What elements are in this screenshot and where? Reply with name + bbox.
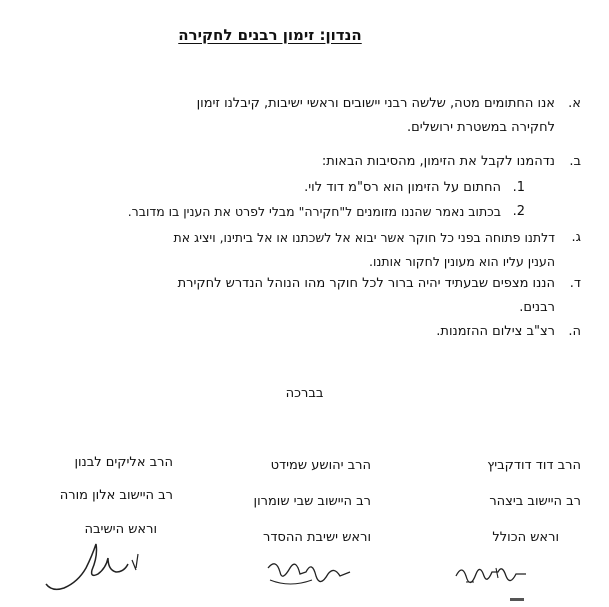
item-text [21, 150, 555, 174]
signatory-name: הרב יהושע שמידט [270, 458, 371, 473]
item-line: אנו החתומים מטה, שלשה רבני יישובים וראשי ישיבות, קיבלנו זימון [196, 96, 555, 111]
signatory-name: הרב דוד דודקביץ [487, 458, 581, 473]
item-b [21, 150, 581, 176]
item-text [0, 200, 501, 224]
signature-mark [262, 552, 362, 592]
item-line: הענין עליו הוא מעונין לחקור אותנו. [368, 254, 555, 269]
item-a [21, 92, 581, 142]
item-marker: ד. [569, 276, 581, 291]
signature-mark [36, 540, 156, 596]
sub-item-1 [21, 176, 581, 202]
item-h [21, 320, 581, 346]
item-line: נדהמנו לקבל את הזימון, מהסיבות הבאות: [321, 154, 555, 169]
item-marker: ה. [568, 324, 581, 339]
item-line: רבנים. [519, 300, 555, 315]
signatory-name: הרב אליקים לבנון [74, 455, 173, 470]
item-text [21, 272, 555, 320]
item-line: הננו מצפים שבעתיד יהיה ברור לכל חוקר מהו הנוהל הנדרש לחקירת [177, 276, 555, 291]
item-line: דלתנו פתוחה בפני כל חוקר אשר יבוא אל לשכתנו או אל ביתינו, ויציג את [173, 230, 555, 245]
signatory-title: וראש הישיבה [84, 522, 157, 537]
signatory-title: וראש ישיבת ההסדר [263, 530, 371, 545]
sub-item-2 [21, 200, 581, 226]
item-marker: 1. [512, 180, 525, 195]
item-text [21, 320, 555, 344]
signatory-title: וראש הכולל [492, 530, 559, 545]
item-line: לחקירה במשטרת ירושלים. [406, 120, 555, 135]
item-line: רצ"ב צילום ההזמנות. [436, 324, 555, 339]
signatory-role: רב היישוב אלון מורה [59, 488, 173, 503]
item-line: בכתוב נאמר שהננו מזומנים ל"חקירה" מבלי לפרט את הענין בו מדובר. [127, 204, 501, 219]
item-marker: א. [568, 96, 581, 111]
closing-blessing: בברכה [285, 386, 324, 401]
signatory-role: רב היישוב שבי שומרון [253, 494, 371, 509]
item-text [21, 226, 555, 274]
item-line: החתום על הזימון הוא רס"מ דוד לוי. [304, 180, 501, 195]
item-d [21, 272, 581, 322]
item-g [21, 226, 581, 276]
page-edge-mark [510, 598, 524, 601]
item-marker: ב. [569, 154, 581, 169]
item-marker: 2. [512, 204, 525, 219]
signatory-role: רב היישוב ביצהר [489, 494, 581, 509]
item-text [21, 176, 501, 200]
item-marker: ג. [571, 230, 581, 245]
item-text [21, 92, 555, 140]
signature-mark [452, 556, 532, 596]
letter-subject: הנדון: זימון רבנים לחקירה [178, 26, 362, 44]
